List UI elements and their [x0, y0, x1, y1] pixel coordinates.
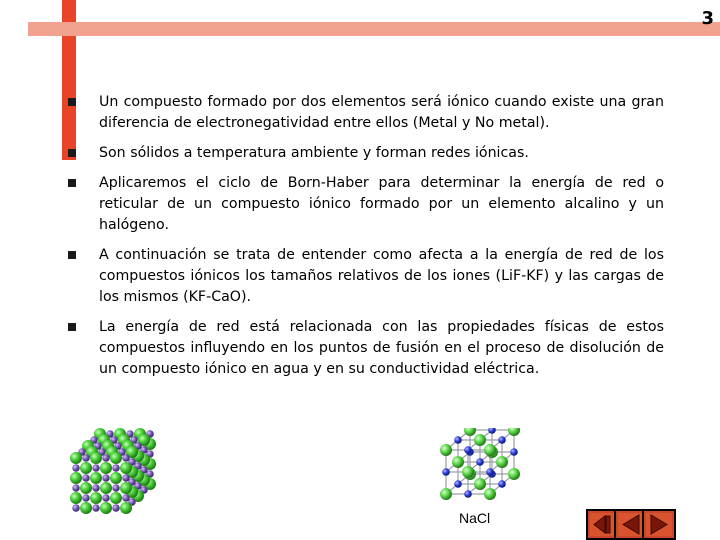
sodium-sphere [102, 474, 109, 481]
chlorine-sphere [120, 462, 132, 474]
sodium-sphere [72, 464, 79, 471]
sodium-sphere [82, 494, 89, 501]
sodium-sphere [102, 494, 109, 501]
chlorine-sphere [80, 462, 92, 474]
sodium-sphere [112, 504, 119, 511]
chloride-ion [484, 444, 496, 456]
bullet-text: La energía de red está relacionada con las propiedades físicas de estos compuestos influyendo en los puntos de fusión en el proceso de disolución de un compuesto iónico en agua y en su conductividad eléctrica. [99, 319, 664, 377]
bullet-item [68, 143, 664, 164]
chlorine-sphere [80, 482, 92, 494]
sodium-ion [464, 490, 472, 498]
nacl-label: NaCl [459, 510, 491, 526]
sodium-sphere [72, 484, 79, 491]
bullet-item [68, 92, 664, 134]
chlorine-sphere [70, 472, 82, 484]
chlorine-sphere [70, 492, 82, 504]
chlorine-sphere [110, 472, 122, 484]
bullet-text: Aplicaremos el ciclo de Born-Haber para determinar la energía de red o reticular de un compuesto iónico formado por un elemento alcalino y un halógeno. [99, 175, 664, 233]
chlorine-sphere [100, 502, 112, 514]
square-bullet-icon [68, 323, 76, 331]
bullet-text: A continuación se trata de entender como afecta a la energía de red de los compuestos iónicos los tamaños relativos de los iones (LiF-KF) y las cargas de los mismos (KF-CaO). [99, 247, 664, 305]
chloride-ion [508, 428, 520, 436]
page-number: 3 [701, 8, 714, 29]
sodium-sphere [112, 484, 119, 491]
sodium-sphere [92, 464, 99, 471]
sodium-ion [486, 468, 494, 476]
chlorine-sphere [90, 472, 102, 484]
sodium-ion [442, 468, 450, 476]
bullet-item [68, 173, 664, 236]
chloride-ion [496, 456, 508, 468]
sodium-ion [464, 446, 472, 454]
chlorine-sphere [100, 482, 112, 494]
sodium-sphere [82, 474, 89, 481]
bullet-item [68, 317, 664, 380]
sodium-sphere [92, 484, 99, 491]
chloride-ion [452, 456, 464, 468]
square-bullet-icon [68, 98, 76, 106]
bullet-text: Son sólidos a temperatura ambiente y forman redes iónicas. [99, 145, 529, 161]
chlorine-sphere [110, 452, 122, 464]
sodium-sphere [102, 454, 109, 461]
chlorine-sphere [70, 452, 82, 464]
bullet-item [68, 245, 664, 308]
chlorine-sphere [120, 502, 132, 514]
sodium-sphere [122, 474, 129, 481]
chloride-ion [462, 466, 474, 478]
chloride-ion [440, 488, 452, 500]
square-bullet-icon [68, 179, 76, 187]
chloride-ion [484, 488, 496, 500]
chloride-ion [508, 468, 520, 480]
chlorine-sphere [80, 502, 92, 514]
header-rule [28, 22, 720, 36]
chloride-ion [474, 434, 486, 446]
sodium-ion [510, 448, 518, 456]
chloride-ion [464, 428, 476, 436]
sodium-sphere [112, 464, 119, 471]
sodium-ion [454, 480, 462, 488]
crystal-cube-image [62, 420, 182, 525]
chlorine-sphere [90, 452, 102, 464]
bullet-list [68, 92, 664, 389]
sodium-sphere [72, 504, 79, 511]
sodium-ion [454, 436, 462, 444]
chlorine-sphere [90, 492, 102, 504]
sodium-ion [498, 480, 506, 488]
nacl-lattice-diagram [436, 428, 536, 510]
chlorine-sphere [100, 462, 112, 474]
sodium-sphere [92, 504, 99, 511]
sodium-sphere [82, 454, 89, 461]
sodium-ion [476, 458, 484, 466]
chloride-ion [474, 478, 486, 490]
chlorine-sphere [110, 492, 122, 504]
next-slide-button[interactable] [642, 509, 676, 540]
sodium-sphere [122, 494, 129, 501]
square-bullet-icon [68, 251, 76, 259]
bullet-text: Un compuesto formado por dos elementos será iónico cuando existe una gran diferencia de electronegatividad entre ellos (Metal y No metal). [99, 94, 664, 131]
sodium-ion [498, 436, 506, 444]
chloride-ion [440, 444, 452, 456]
chlorine-sphere [120, 482, 132, 494]
square-bullet-icon [68, 149, 76, 157]
sodium-sphere [122, 454, 129, 461]
triangle-right-icon [644, 511, 674, 538]
